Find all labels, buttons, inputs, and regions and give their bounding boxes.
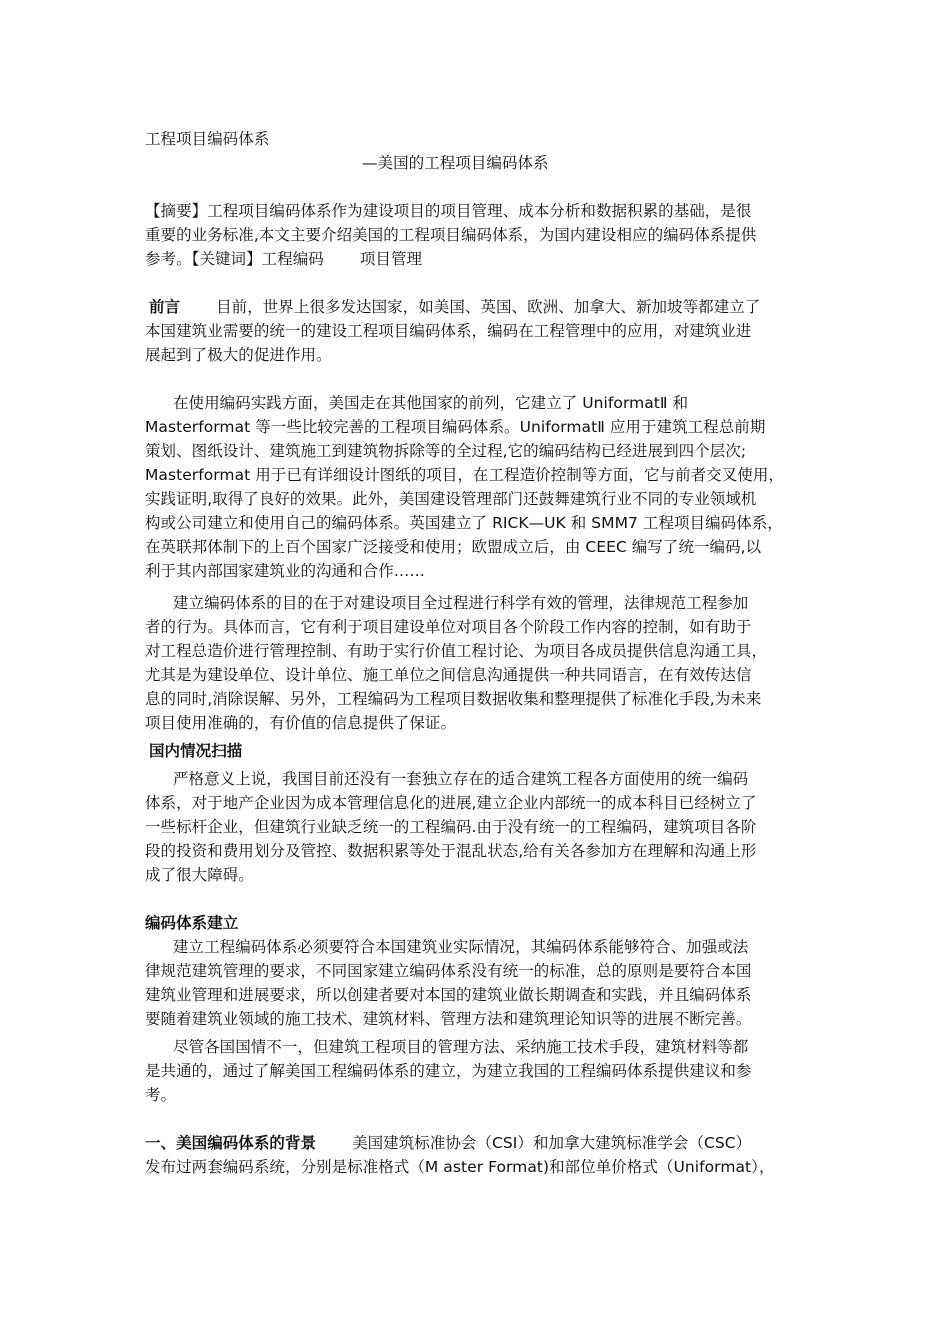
keyword-item: 项目管理 — [359, 250, 423, 268]
domestic-line: 体系，对于地产企业因为成本管理信息化的进展,建立企业内部统一的成本科目已经树立了 — [145, 794, 757, 812]
establish-line: 要随着建筑业领域的施工技术、建筑材料、管理方法和建筑理论知识等的进展不断完善。 — [145, 1010, 752, 1028]
preface-line: 展起到了极大的促进作用。 — [145, 346, 332, 364]
preface-heading: 前言 — [149, 298, 181, 316]
purpose-line: 对工程总造价进行管理控制、有助于实行价值工程讨论、为项目各成员提供信息沟通工具， — [145, 642, 768, 660]
domestic-line: 严格意义上说，我国目前还没有一套独立存在的适合建筑工程各方面使用的统一编码 — [173, 770, 749, 788]
practice-line: 实践证明,取得了良好的效果。此外，美国建设管理部门还鼓舞建筑行业不同的专业领域机 — [145, 490, 757, 508]
practice-line: Masterformat 等一些比较完善的工程项目编码体系。UniformatⅡ 应用于建筑工程总前期 — [145, 418, 766, 436]
preface-line: 本国建筑业需要的统一的建设工程项目编码体系，编码在工程管理中的应用，对建筑业进 — [145, 322, 752, 340]
preface-text: 目前，世界上很多发达国家，如美国、英国、欧洲、加拿大、新加坡等都建立了 — [216, 298, 761, 316]
purpose-line: 者的行为。具体而言，它有利于项目建设单位对项目各个阶段工作内容的控制，如有助于 — [145, 618, 752, 636]
abstract-line: 【摘要】工程项目编码体系作为建设项目的项目管理、成本分析和数据积累的基础，是很 — [145, 202, 752, 220]
practice-line: 利于其内部国家建筑业的沟通和合作…… — [145, 562, 425, 580]
keywords-line — [145, 247, 422, 271]
keywords-prefix: 参考。【关键词】工程编码 — [145, 250, 324, 268]
establish-line: 考。 — [145, 1086, 177, 1104]
establish-line: 律规范建筑管理的要求，不同国家建立编码体系没有统一的标准，总的原则是要符合本国 — [145, 962, 752, 980]
establish-line: 建筑业管理和进展要求，所以创建者要对本国的建筑业做长期调查和实践，并且编码体系 — [145, 986, 752, 1004]
section1-text: 美国建筑标准协会（CSI）和加拿大建筑标准学会（CSC） — [352, 1134, 752, 1152]
section1-line: 发布过两套编码系统，分别是标准格式（M aster Format)和部位单价格式（Uniformat）， — [145, 1158, 775, 1176]
purpose-line: 尤其是为建设单位、设计单位、施工单位之间信息沟通提供一种共同语言，在有效传达信 — [145, 666, 752, 684]
purpose-line: 建立编码体系的目的在于对建设项目全过程进行科学有效的管理，法律规范工程参加 — [173, 594, 749, 612]
domestic-line: 一些标杆企业，但建筑行业缺乏统一的工程编码.由于没有统一的工程编码，建筑项目各阶 — [145, 818, 757, 836]
purpose-line: 项目使用准确的，有价值的信息提供了保证。 — [145, 714, 457, 732]
abstract-line: 重要的业务标准,本文主要介绍美国的工程项目编码体系，为国内建设相应的编码体系提供 — [145, 226, 757, 244]
practice-line: 构或公司建立和使用自己的编码体系。英国建立了 RICK—UK 和 SMM7 工程项目编码体系， — [145, 514, 783, 532]
section1-line — [145, 1131, 751, 1155]
establish-line: 是共通的，通过了解美国工程编码体系的建立，为建立我国的工程编码体系提供建议和参 — [145, 1062, 752, 1080]
domestic-line: 成了很大障碍。 — [145, 866, 254, 884]
practice-line: 在使用编码实践方面，美国走在其他国家的前列，它建立了 UniformatⅡ 和 — [173, 394, 689, 412]
establish-heading: 编码体系建立 — [145, 914, 239, 932]
domestic-heading: 国内情况扫描 — [149, 742, 243, 760]
establish-line: 尽管各国国情不一，但建筑工程项目的管理方法、采纳施工技术手段，建筑材料等都 — [173, 1038, 749, 1056]
practice-line: 在英联邦体制下的上百个国家广泛接受和使用；欧盟成立后，由 CEEC 编写了统一编码,以 — [145, 538, 762, 556]
doc-subtitle: —美国的工程项目编码体系 — [362, 154, 549, 172]
practice-line: Masterformat 用于已有详细设计图纸的项目，在工程造价控制等方面，它与前者交叉使用， — [145, 466, 784, 484]
domestic-line: 段的投资和费用划分及管控、数据积累等处于混乱状态,给有关各参加方在理解和沟通上形 — [145, 842, 757, 860]
preface-line — [149, 295, 760, 319]
purpose-line: 息的同时,消除误解、另外，工程编码为工程项目数据收集和整理提供了标准化手段,为未来 — [145, 690, 762, 708]
practice-line: 策划、图纸设计、建筑施工到建筑物拆除等的全过程,它的编码结构已经进展到四个层次; — [145, 442, 747, 460]
establish-line: 建立工程编码体系必须要符合本国建筑业实际情况，其编码体系能够符合、加强或法 — [173, 938, 749, 956]
section1-heading: 一、美国编码体系的背景 — [145, 1134, 317, 1152]
doc-title: 工程项目编码体系 — [145, 130, 270, 148]
